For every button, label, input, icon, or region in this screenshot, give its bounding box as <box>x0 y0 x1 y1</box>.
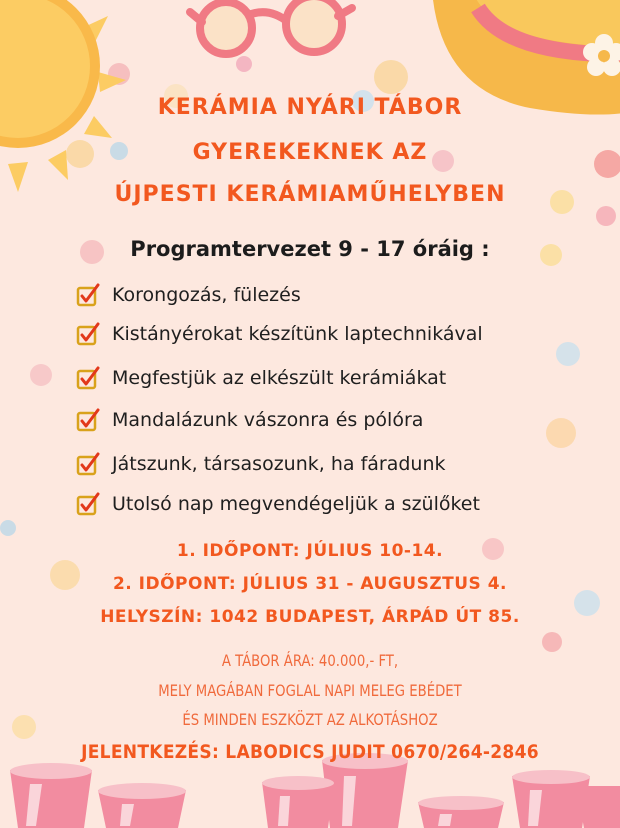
title-line-2: GYEREKEKNEK AZ <box>192 140 428 165</box>
checkbox-checked-icon <box>76 283 100 307</box>
sunglasses-icon <box>190 0 352 54</box>
signup-contact: JELENTKEZÉS: LABODICS JUDIT 0670/264-2846 <box>81 741 539 763</box>
checkbox-checked-icon <box>76 452 100 476</box>
checkbox-checked-icon <box>76 408 100 432</box>
price-line-1: A TÁBOR ÁRA: 40.000,- FT, <box>221 651 399 670</box>
program-item <box>76 283 301 307</box>
location: HELYSZÍN: 1042 BUDAPEST, ÁRPÁD ÚT 85. <box>100 607 520 627</box>
program-item <box>76 408 423 432</box>
cups-icon <box>10 753 620 828</box>
program-item-text: Kistányérokat készítünk laptechnikával <box>112 323 483 345</box>
title-line-1: KERÁMIA NYÁRI TÁBOR <box>157 95 463 120</box>
title-line-3: ÚJPESTI KERÁMIAMŰHELYBEN <box>114 182 506 207</box>
date-2: 2. IDŐPONT: JÚLIUS 31 - AUGUSZTUS 4. <box>112 574 508 594</box>
program-item <box>76 366 446 390</box>
program-item <box>76 452 446 476</box>
checkbox-checked-icon <box>76 492 100 516</box>
program-item <box>76 492 480 516</box>
program-item-text: Megfestjük az elkészült kerámiákat <box>112 367 447 389</box>
program-item-text: Játszunk, társasozunk, ha fáradunk <box>112 453 446 475</box>
checkbox-checked-icon <box>76 366 100 390</box>
program-item <box>76 322 483 346</box>
price-line-3: ÉS MINDEN ESZKÖZT AZ ALKOTÁSHOZ <box>182 710 438 729</box>
date-1: 1. IDŐPONT: JÚLIUS 10-14. <box>176 541 444 561</box>
program-item-text: Korongozás, fülezés <box>112 284 301 306</box>
program-heading: Programtervezet 9 - 17 óráig : <box>130 237 490 261</box>
program-item-text: Mandalázunk vászonra és pólóra <box>112 409 424 431</box>
program-item-text: Utolsó nap megvendégeljük a szülőket <box>112 493 480 515</box>
checkbox-checked-icon <box>76 322 100 346</box>
price-line-2: MELY MAGÁBAN FOGLAL NAPI MELEG EBÉDET <box>158 681 462 700</box>
